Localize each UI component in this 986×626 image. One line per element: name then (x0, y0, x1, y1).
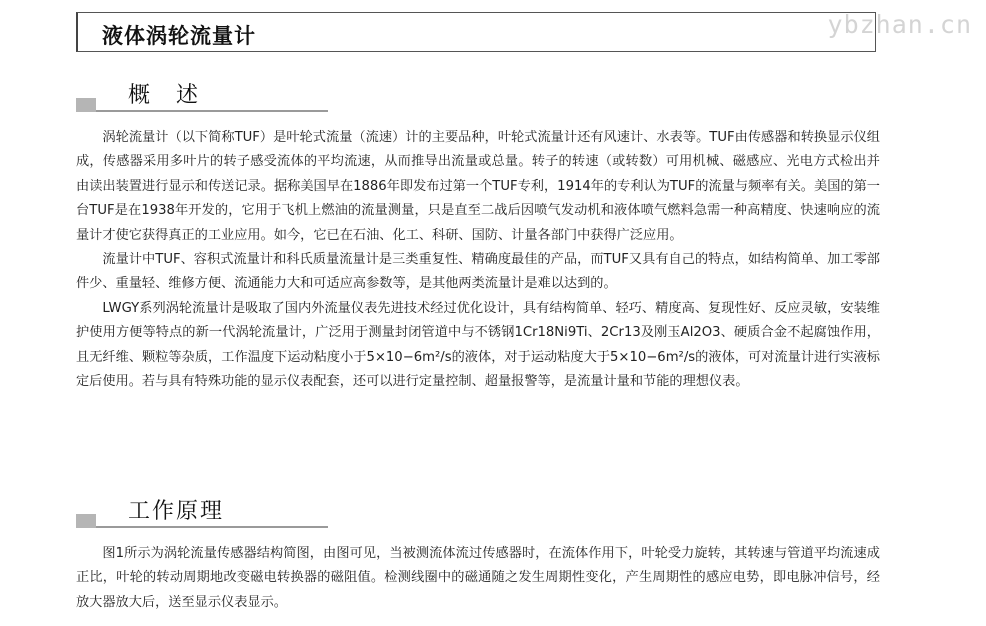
paragraph: LWGY系列涡轮流量计是吸取了国内外流量仪表先进技术经过优化设计，具有结构简单、轻巧、精度高、复现性好、反应灵敏，安装维护使用方便等特点的新一代涡轮流量计，广泛用于测量封闭管道中与不锈钢1Cr18Ni9Ti、2Cr13及刚玉Al2O3、硬质合金不起腐蚀作用，且无纤维、颗粒等杂质，工作温度下运动粘度小于5×10−6m²/s的液体，对于运动粘度大于5×10−6m²/s的液体，可对流量计进行实液标定后使用。若与具有特殊功能的显示仪表配套，还可以进行定量控制、超量报警等，是流量计量和节能的理想仪表。 (76, 300, 880, 390)
section-heading-overview (76, 82, 328, 112)
paragraph: 图1所示为涡轮流量传感器结构简图，由图可见，当被测流体流过传感器时，在流体作用下，叶轮受力旋转，其转速与管道平均流速成正比，叶轮的转动周期地改变磁电转换器的磁阻值。检测线圈中的磁通随之发生周期性变化，产生周期性的感应电势，即电脉冲信号，经放大器放大后，送至显示仪表显示。 (76, 546, 880, 610)
section-heading-working-principle (76, 498, 328, 528)
section-body-working-principle (76, 542, 880, 615)
heading-marker-square (76, 98, 96, 112)
paragraph: 流量计中TUF、容积式流量计和科氏质量流量计是三类重复性、精确度最佳的产品，而TUF又具有自己的特点，如结构简单、加工零部件少、重量轻、维修方便、流通能力大和可适应高参数等，是其他两类流量计是难以达到的。 (76, 252, 880, 292)
section-heading-label: 概 述 (128, 83, 201, 108)
watermark: ybzhan.cn (827, 10, 972, 39)
heading-underline (96, 526, 328, 528)
heading-marker-square (76, 514, 96, 528)
section-heading-label: 工作原理 (128, 499, 225, 524)
section-body-overview (76, 126, 880, 394)
heading-underline (96, 110, 328, 112)
paragraph: 涡轮流量计（以下简称TUF）是叶轮式流量（流速）计的主要品种，叶轮式流量计还有风速计、水表等。TUF由传感器和转换显示仪组成，传感器采用多叶片的转子感受流体的平均流速，从而推导出流量或总量。转子的转速（或转数）可用机械、磁感应、光电方式检出并由读出装置进行显示和传送记录。据称美国早在1886年即发布过第一个TUF专利，1914年的专利认为TUF的流量与频率有关。美国的第一台TUF是在1938年开发的，它用于飞机上燃油的流量测量，只是直至二战后因喷气发动机和液体喷气燃料急需一种高精度、快速响应的流量计才使它获得真正的工业应用。如今，它已在石油、化工、科研、国防、计量各部门中获得广泛应用。 (76, 130, 880, 243)
document-title-box (76, 12, 876, 52)
document-title: 液体涡轮流量计 (102, 24, 256, 48)
